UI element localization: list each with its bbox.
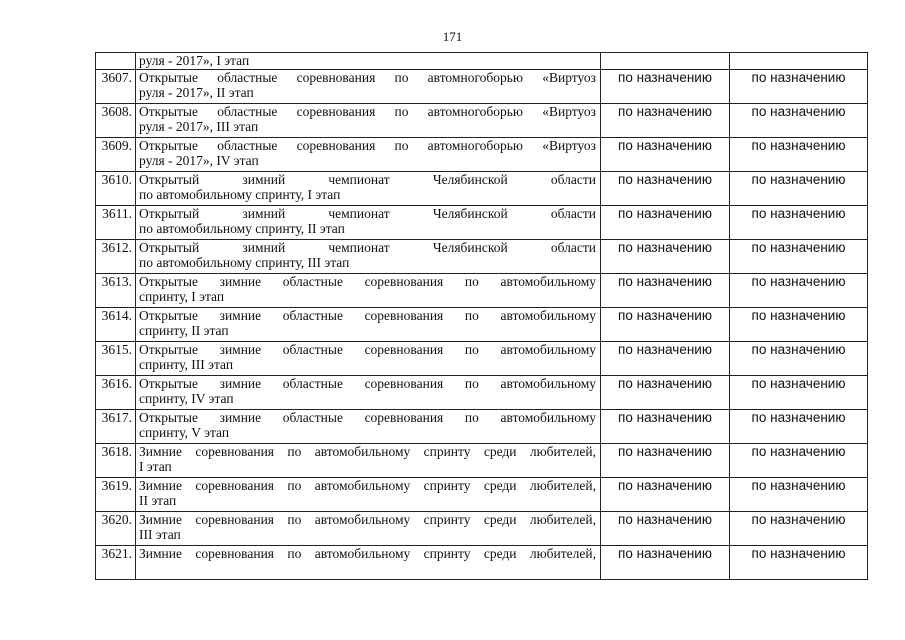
row-number: 3607. — [96, 70, 136, 104]
row-number: 3617. — [96, 410, 136, 444]
event-name-line-2: по автомобильному спринту, I этап — [139, 187, 341, 202]
row-number: 3618. — [96, 444, 136, 478]
event-name — [136, 512, 601, 546]
event-name-line-1: Открытые зимние областные соревнования по автомобильному — [139, 308, 596, 323]
event-name-line-2: II этап — [139, 493, 177, 508]
event-place: по назначению — [730, 444, 868, 478]
event-place: по назначению — [730, 274, 868, 308]
table-row — [96, 172, 868, 206]
event-name — [136, 138, 601, 172]
event-name — [136, 104, 601, 138]
table-row — [96, 70, 868, 104]
event-name-line-2: по автомобильному спринту, III этап — [139, 255, 350, 270]
event-name — [136, 546, 601, 580]
event-name-line-1: Зимние соревнования по автомобильному спринту среди любителей, — [139, 478, 596, 493]
event-date: по назначению — [601, 206, 730, 240]
event-date: по назначению — [601, 172, 730, 206]
event-date: по назначению — [601, 444, 730, 478]
event-place: по назначению — [730, 240, 868, 274]
event-name-line-2: руля - 2017», IV этап — [139, 153, 259, 168]
event-date: по назначению — [601, 376, 730, 410]
event-name-line-2: спринту, III этап — [139, 357, 234, 372]
row-number: 3611. — [96, 206, 136, 240]
event-name-line-1: Зимние соревнования по автомобильному спринту среди любителей, — [139, 444, 596, 459]
event-name-line-1: Открытые зимние областные соревнования по автомобильному — [139, 376, 596, 391]
table-row — [96, 410, 868, 444]
event-name — [136, 478, 601, 512]
table-row — [96, 478, 868, 512]
table-row — [96, 274, 868, 308]
event-place: по назначению — [730, 546, 868, 580]
event-name — [136, 410, 601, 444]
event-date: по назначению — [601, 104, 730, 138]
table-row — [96, 206, 868, 240]
row-number — [96, 53, 136, 70]
event-name-line-2: спринту, II этап — [139, 323, 229, 338]
event-date: по назначению — [601, 342, 730, 376]
event-name — [136, 172, 601, 206]
event-date: по назначению — [601, 512, 730, 546]
row-number: 3619. — [96, 478, 136, 512]
event-place: по назначению — [730, 206, 868, 240]
event-place: по назначению — [730, 410, 868, 444]
event-name-line-2: спринту, IV этап — [139, 391, 234, 406]
event-place: по назначению — [730, 70, 868, 104]
event-name-line-1: Открытые областные соревнования по автомногоборью «Виртуоз — [139, 138, 596, 153]
row-number: 3615. — [96, 342, 136, 376]
row-number: 3612. — [96, 240, 136, 274]
event-name — [136, 274, 601, 308]
event-date: по назначению — [601, 138, 730, 172]
table-row — [96, 240, 868, 274]
event-name-line-2: по автомобильному спринту, II этап — [139, 221, 345, 236]
event-name — [136, 308, 601, 342]
event-place: по назначению — [730, 308, 868, 342]
event-name-line-1: Открытый зимний чемпионат Челябинской области — [139, 172, 596, 187]
row-number: 3614. — [96, 308, 136, 342]
events-table — [95, 52, 868, 580]
event-date: по назначению — [601, 410, 730, 444]
table-row — [96, 546, 868, 580]
table-row — [96, 512, 868, 546]
event-place: по назначению — [730, 478, 868, 512]
row-number: 3610. — [96, 172, 136, 206]
table-row — [96, 308, 868, 342]
event-name — [136, 444, 601, 478]
event-name-line-1: Зимние соревнования по автомобильному спринту среди любителей, — [139, 546, 596, 561]
event-name — [136, 70, 601, 104]
event-place: по назначению — [730, 138, 868, 172]
event-date: по назначению — [601, 240, 730, 274]
event-name-line-1: Открытые зимние областные соревнования по автомобильному — [139, 342, 596, 357]
event-name-line-2: I этап — [139, 459, 172, 474]
event-name-line-1: Зимние соревнования по автомобильному спринту среди любителей, — [139, 512, 596, 527]
row-number: 3609. — [96, 138, 136, 172]
event-place: по назначению — [730, 172, 868, 206]
event-place: по назначению — [730, 342, 868, 376]
row-number: 3621. — [96, 546, 136, 580]
event-name-line-2: спринту, V этап — [139, 425, 230, 440]
table-row — [96, 138, 868, 172]
event-date: по назначению — [601, 70, 730, 104]
event-name-line-1: Открытые зимние областные соревнования по автомобильному — [139, 274, 596, 289]
event-name-line-1: руля - 2017», I этап — [139, 53, 250, 68]
event-date: по назначению — [601, 546, 730, 580]
event-name — [136, 53, 601, 70]
event-date: по назначению — [601, 308, 730, 342]
event-name-line-1: Открытый зимний чемпионат Челябинской области — [139, 240, 596, 255]
event-name — [136, 240, 601, 274]
event-name — [136, 206, 601, 240]
table-row — [96, 342, 868, 376]
row-number: 3613. — [96, 274, 136, 308]
table-row — [96, 376, 868, 410]
row-number: 3616. — [96, 376, 136, 410]
event-name-line-2: III этап — [139, 527, 181, 542]
event-date: по назначению — [601, 274, 730, 308]
event-name-line-1: Открытый зимний чемпионат Челябинской области — [139, 206, 596, 221]
table-row — [96, 444, 868, 478]
event-name-line-1: Открытые областные соревнования по автомногоборью «Виртуоз — [139, 70, 596, 85]
table-row — [96, 104, 868, 138]
event-name-line-2: спринту, I этап — [139, 289, 225, 304]
event-place: по назначению — [730, 104, 868, 138]
page-number: 171 — [442, 29, 463, 44]
event-name-line-1: Открытые областные соревнования по автомногоборью «Виртуоз — [139, 104, 596, 119]
events-table-body — [96, 53, 868, 580]
event-date: по назначению — [601, 478, 730, 512]
table-row — [96, 53, 868, 70]
event-name-line-1: Открытые зимние областные соревнования по автомобильному — [139, 410, 596, 425]
event-name-line-2: руля - 2017», II этап — [139, 85, 254, 100]
row-number: 3620. — [96, 512, 136, 546]
event-place — [730, 53, 868, 70]
row-number: 3608. — [96, 104, 136, 138]
event-place: по назначению — [730, 512, 868, 546]
event-place: по назначению — [730, 376, 868, 410]
event-name-line-2: руля - 2017», III этап — [139, 119, 259, 134]
event-name — [136, 376, 601, 410]
event-date — [601, 53, 730, 70]
event-name — [136, 342, 601, 376]
